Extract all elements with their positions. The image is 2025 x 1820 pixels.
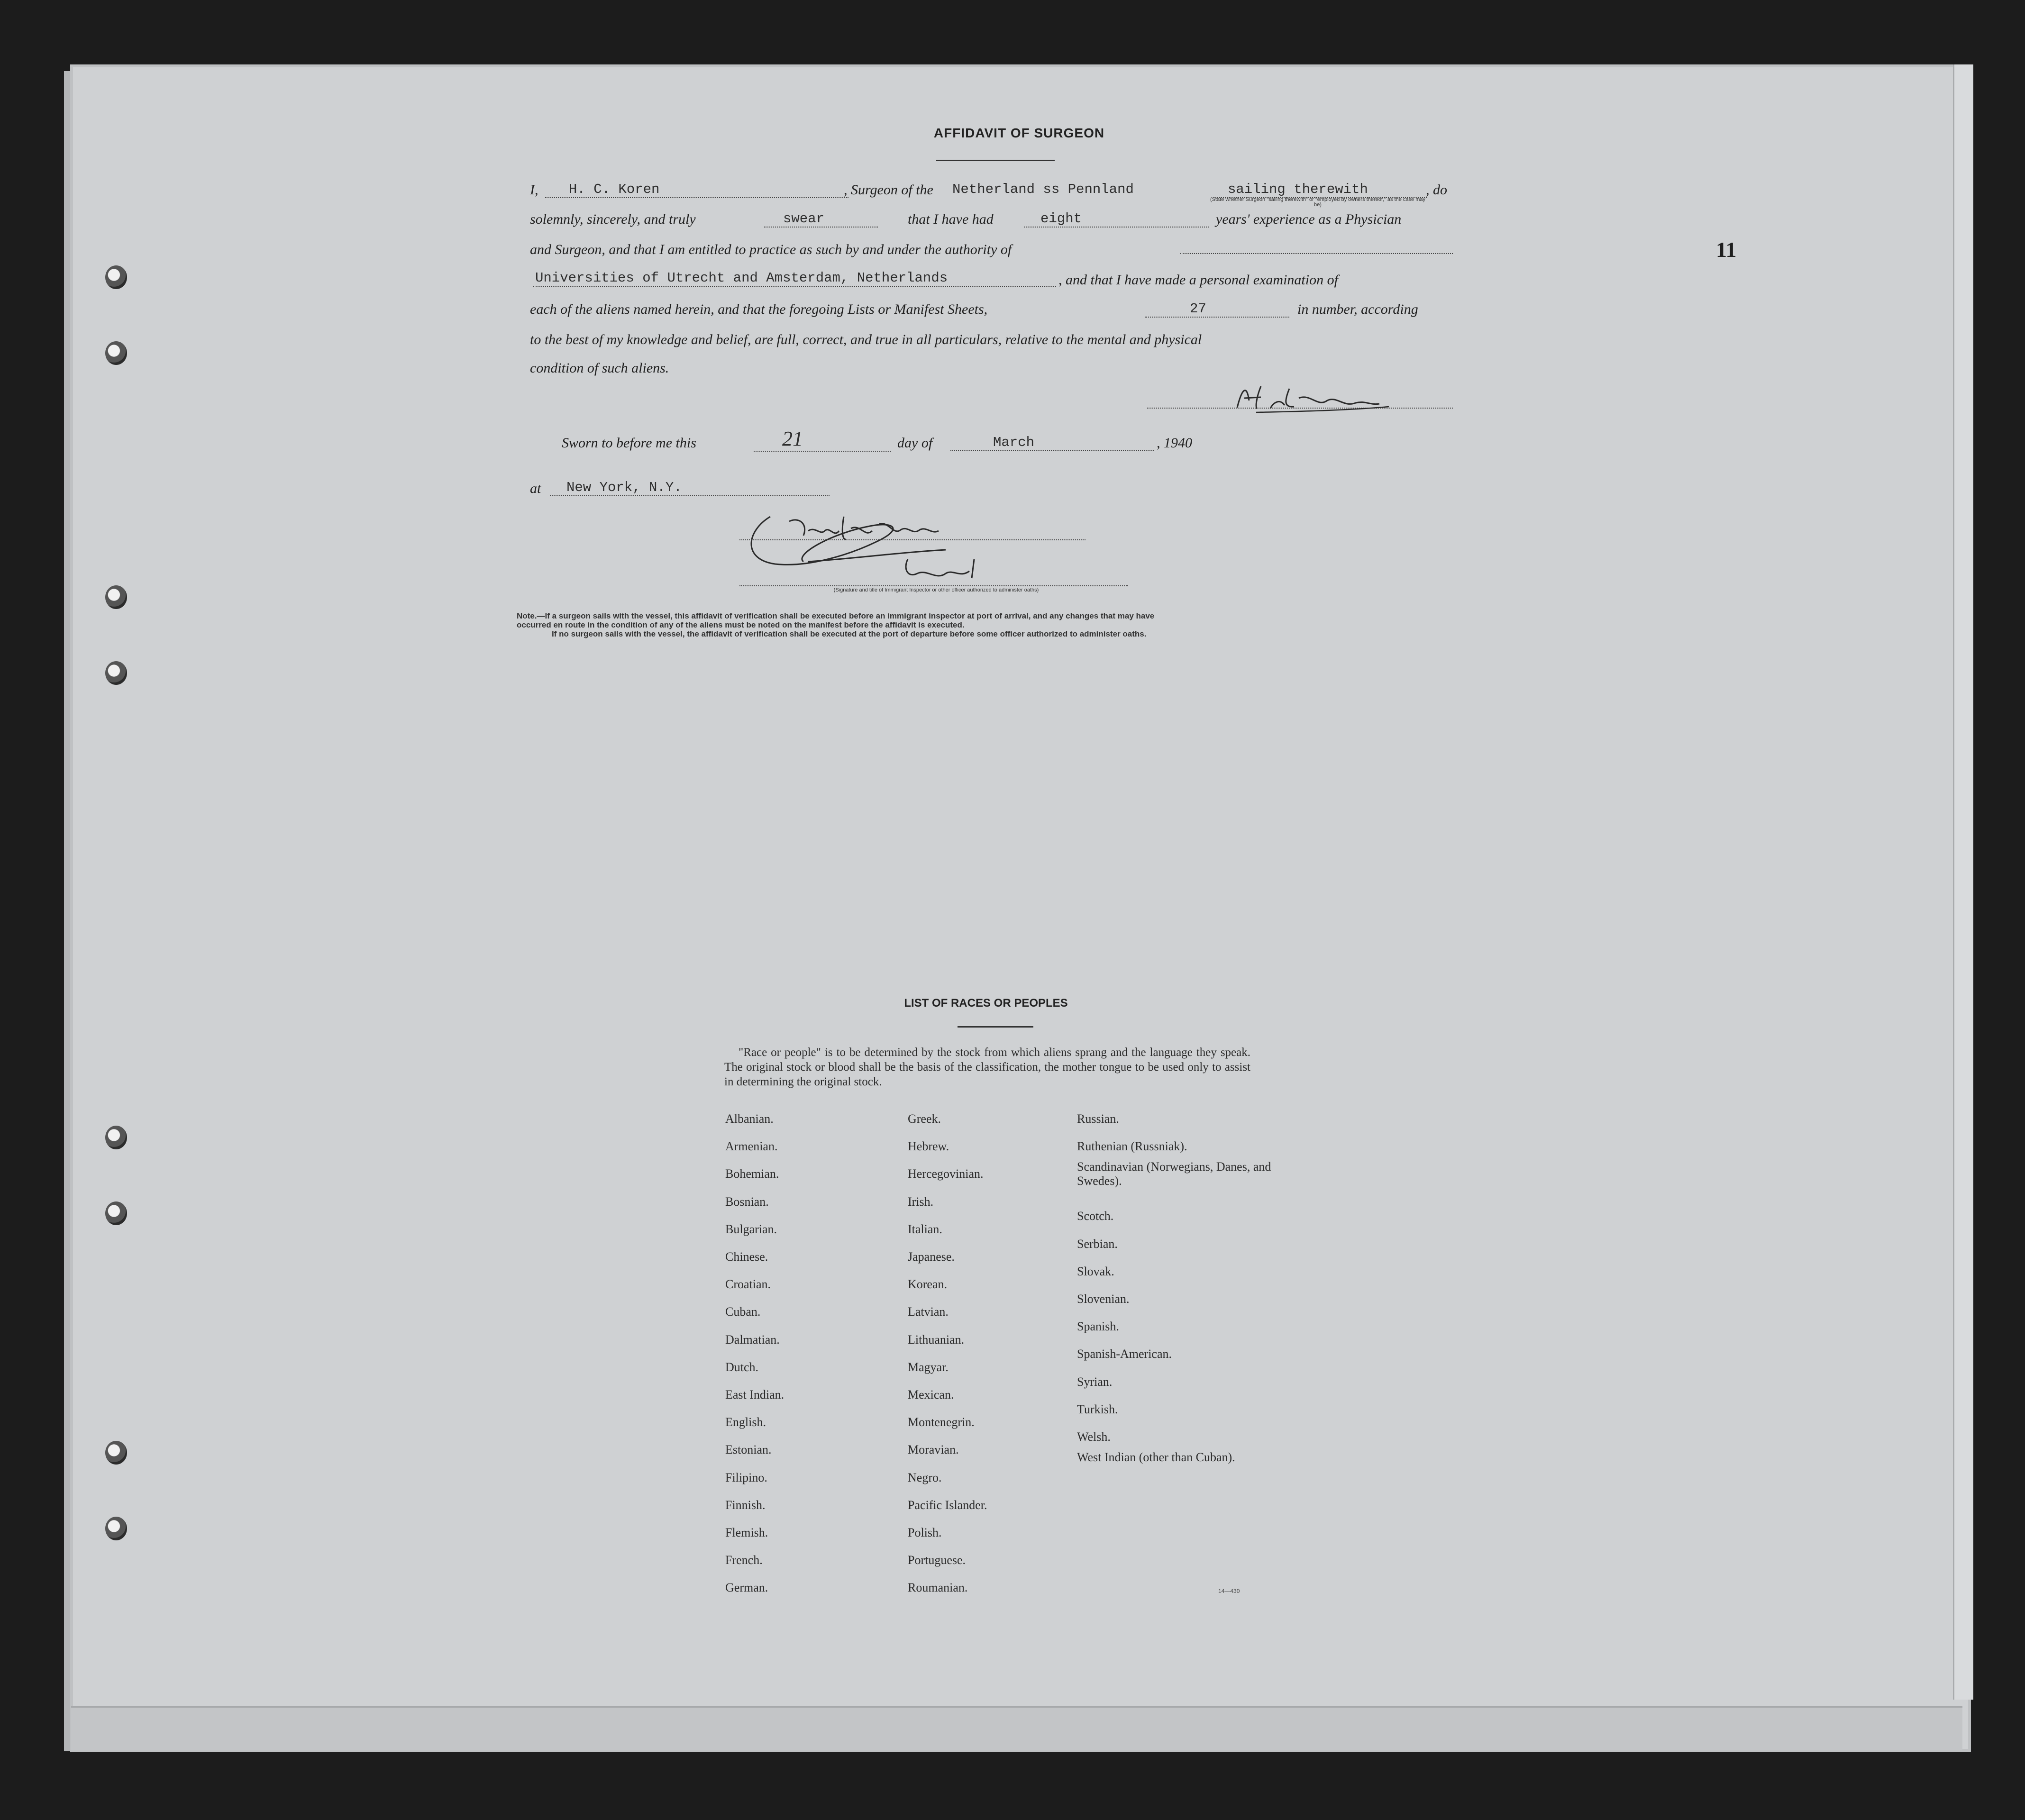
- race-item: Moravian.: [908, 1443, 959, 1457]
- affidavit-text: and Surgeon, and that I am entitled to practice as such by and under the authority of: [530, 242, 1012, 257]
- affidavit-text: condition of such aliens.: [530, 360, 669, 376]
- race-item: Japanese.: [908, 1250, 955, 1264]
- race-item: Serbian.: [1077, 1237, 1118, 1251]
- affidavit-line: [1426, 182, 1447, 198]
- affidavit-text: , Surgeon of the: [844, 182, 933, 198]
- affidavit-line: [562, 435, 696, 451]
- affidavit-text: that I have had: [908, 211, 994, 227]
- punch-hole: [105, 661, 127, 685]
- punch-hole: [105, 1441, 127, 1465]
- race-item: Montenegrin.: [908, 1415, 975, 1429]
- race-item: Estonian.: [725, 1443, 772, 1457]
- race-item: Lithuanian.: [908, 1332, 965, 1347]
- affidavit-line: [530, 182, 538, 198]
- race-item: East Indian.: [725, 1388, 784, 1402]
- title-rule: [936, 160, 1055, 161]
- race-item: Chinese.: [725, 1250, 768, 1264]
- day-field: 21: [754, 427, 891, 452]
- signature-line: [739, 585, 1128, 586]
- affidavit-line: [844, 182, 933, 198]
- affidavit-line: [530, 360, 669, 376]
- title-rule: [958, 1026, 1033, 1028]
- affidavit-line: [1216, 211, 1401, 228]
- affidavit-text: , and that I have made a personal examination of: [1058, 272, 1338, 288]
- authority-field: Universities of Utrecht and Amsterdam, Netherlands: [533, 270, 1056, 287]
- race-item: Turkish.: [1077, 1402, 1118, 1416]
- form-number: 14—430: [1218, 1588, 1240, 1594]
- surgeon-name-field: H. C. Koren: [545, 182, 848, 198]
- races-intro: "Race or people" is to be determined by the stock from which aliens sprang and the language they speak. The original stock or blood shall be the basis of the classification, the mother tongue to be used only to assist in determining the original stock.: [724, 1046, 1250, 1088]
- race-item: Filipino.: [725, 1470, 767, 1484]
- affidavit-line: [1157, 435, 1192, 451]
- page-number: 11: [1716, 237, 1737, 262]
- inspector-note: (Signature and title of Immigrant Inspector or other officer authorized to administer oaths): [833, 587, 1039, 593]
- punch-hole: [105, 1126, 127, 1149]
- race-item: Roumanian.: [908, 1581, 968, 1595]
- affidavit-line: [530, 481, 541, 497]
- note-line: If no surgeon sails with the vessel, the affidavit of verification shall be executed at the port of departure before some officer authorized to administer oaths.: [552, 629, 1147, 638]
- race-item: Greek.: [908, 1112, 941, 1126]
- surgeon-signature: [1228, 379, 1398, 417]
- race-item: West Indian (other than Cuban).: [1077, 1450, 1235, 1465]
- race-item: Slovak.: [1077, 1264, 1114, 1278]
- race-item: Scandinavian (Norwegians, Danes, and Swedes).: [1077, 1160, 1271, 1188]
- affidavit-title: AFFIDAVIT OF SURGEON: [933, 126, 1105, 140]
- race-item: French.: [725, 1553, 763, 1567]
- race-item: Armenian.: [725, 1139, 778, 1154]
- affidavit-line: [1058, 272, 1338, 288]
- affidavit-text: , do: [1426, 182, 1447, 198]
- capacity-note: (State whether Surgeon "sailing therewith" or "employed by owners thereof," as the case may be): [1210, 197, 1426, 208]
- punch-hole: [105, 1201, 127, 1225]
- race-item: Polish.: [908, 1526, 942, 1540]
- page-edge: [71, 1706, 1962, 1750]
- document-page: [70, 64, 1971, 1752]
- race-item: Bosnian.: [725, 1194, 769, 1209]
- affidavit-text: at: [530, 481, 541, 496]
- vessel-field: Netherland ss Pennland: [952, 182, 1134, 197]
- affidavit-text: each of the aliens named herein, and that the foregoing Lists or Manifest Sheets,: [530, 301, 988, 317]
- races-title: LIST OF RACES OR PEOPLES: [904, 997, 1068, 1010]
- race-item: Scotch.: [1077, 1209, 1114, 1223]
- signature-line: [739, 539, 1085, 540]
- race-item: Spanish.: [1077, 1320, 1119, 1334]
- affidavit-note: [517, 611, 1465, 638]
- race-item: Ruthenian (Russniak).: [1077, 1139, 1187, 1154]
- races-column: [725, 1105, 784, 1602]
- race-item: Finnish.: [725, 1498, 766, 1512]
- punch-hole: [105, 1517, 127, 1540]
- race-item: Pacific Islander.: [908, 1498, 987, 1512]
- years-field: eight: [1024, 211, 1209, 228]
- race-item: Dutch.: [725, 1360, 759, 1374]
- race-item: English.: [725, 1415, 766, 1429]
- affidavit-text: solemnly, sincerely, and truly: [530, 211, 696, 227]
- affidavit-line: [530, 301, 987, 318]
- affidavit-text: Sworn to before me this: [562, 435, 696, 451]
- affidavit-text: years' experience as a Physician: [1216, 211, 1402, 227]
- race-item: Magyar.: [908, 1360, 949, 1374]
- race-item: Welsh.: [1077, 1430, 1111, 1444]
- note-line: occurred en route in the condition of any of the aliens must be noted on the manifest before the affidavit is executed.: [517, 620, 965, 629]
- affidavit-text: , 1940: [1157, 435, 1192, 451]
- punch-hole: [105, 585, 127, 609]
- race-item: Russian.: [1077, 1112, 1119, 1126]
- race-item: Croatian.: [725, 1277, 771, 1292]
- affidavit-text: day of: [897, 435, 933, 451]
- place-field: New York, N.Y.: [550, 480, 830, 496]
- race-item: Spanish-American.: [1077, 1347, 1172, 1361]
- affidavit-line: [530, 211, 696, 228]
- races-column: [1077, 1105, 1276, 1479]
- race-item: Mexican.: [908, 1388, 954, 1402]
- sheets-field: 27: [1145, 301, 1289, 318]
- race-item: Albanian.: [725, 1112, 774, 1126]
- race-item: German.: [725, 1581, 768, 1595]
- capacity-field: sailing therewith: [1213, 182, 1427, 198]
- race-item: Slovenian.: [1077, 1292, 1130, 1306]
- race-item: Cuban.: [725, 1305, 761, 1319]
- affidavit-text: I,: [530, 182, 538, 198]
- race-item: Italian.: [908, 1222, 942, 1236]
- race-item: Korean.: [908, 1277, 948, 1292]
- inspector-signature: [737, 502, 1031, 588]
- oath-field: swear: [764, 211, 878, 228]
- month-field: March: [950, 435, 1154, 451]
- affidavit-line: [1297, 301, 1418, 318]
- punch-hole: [105, 341, 127, 365]
- race-item: Flemish.: [725, 1526, 768, 1540]
- race-item: Syrian.: [1077, 1374, 1113, 1389]
- affidavit-line: [530, 242, 1012, 258]
- race-item: Bulgarian.: [725, 1222, 777, 1236]
- blank-line: [1180, 253, 1453, 254]
- race-item: Portuguese.: [908, 1553, 966, 1567]
- race-item: Dalmatian.: [725, 1332, 780, 1347]
- race-item: Latvian.: [908, 1305, 949, 1319]
- affidavit-text: in number, according: [1297, 301, 1418, 317]
- race-item: Hercegovinian.: [908, 1167, 984, 1181]
- races-column: [908, 1105, 987, 1602]
- affidavit-line: [908, 211, 994, 228]
- note-line: Note.—If a surgeon sails with the vessel, this affidavit of verification shall be executed before an immigrant inspector at port of arrival, and any changes that may have: [517, 611, 1155, 620]
- affidavit-line: [897, 435, 932, 451]
- race-item: Irish.: [908, 1194, 934, 1209]
- race-item: Negro.: [908, 1470, 942, 1484]
- affidavit-text: to the best of my knowledge and belief, are full, correct, and true in all particulars, relative to the mental and physical: [530, 332, 1202, 347]
- page-edge: [1953, 64, 1973, 1700]
- race-item: Bohemian.: [725, 1167, 779, 1181]
- punch-hole: [105, 265, 127, 289]
- race-item: Hebrew.: [908, 1139, 949, 1154]
- affidavit-line: [530, 332, 1202, 348]
